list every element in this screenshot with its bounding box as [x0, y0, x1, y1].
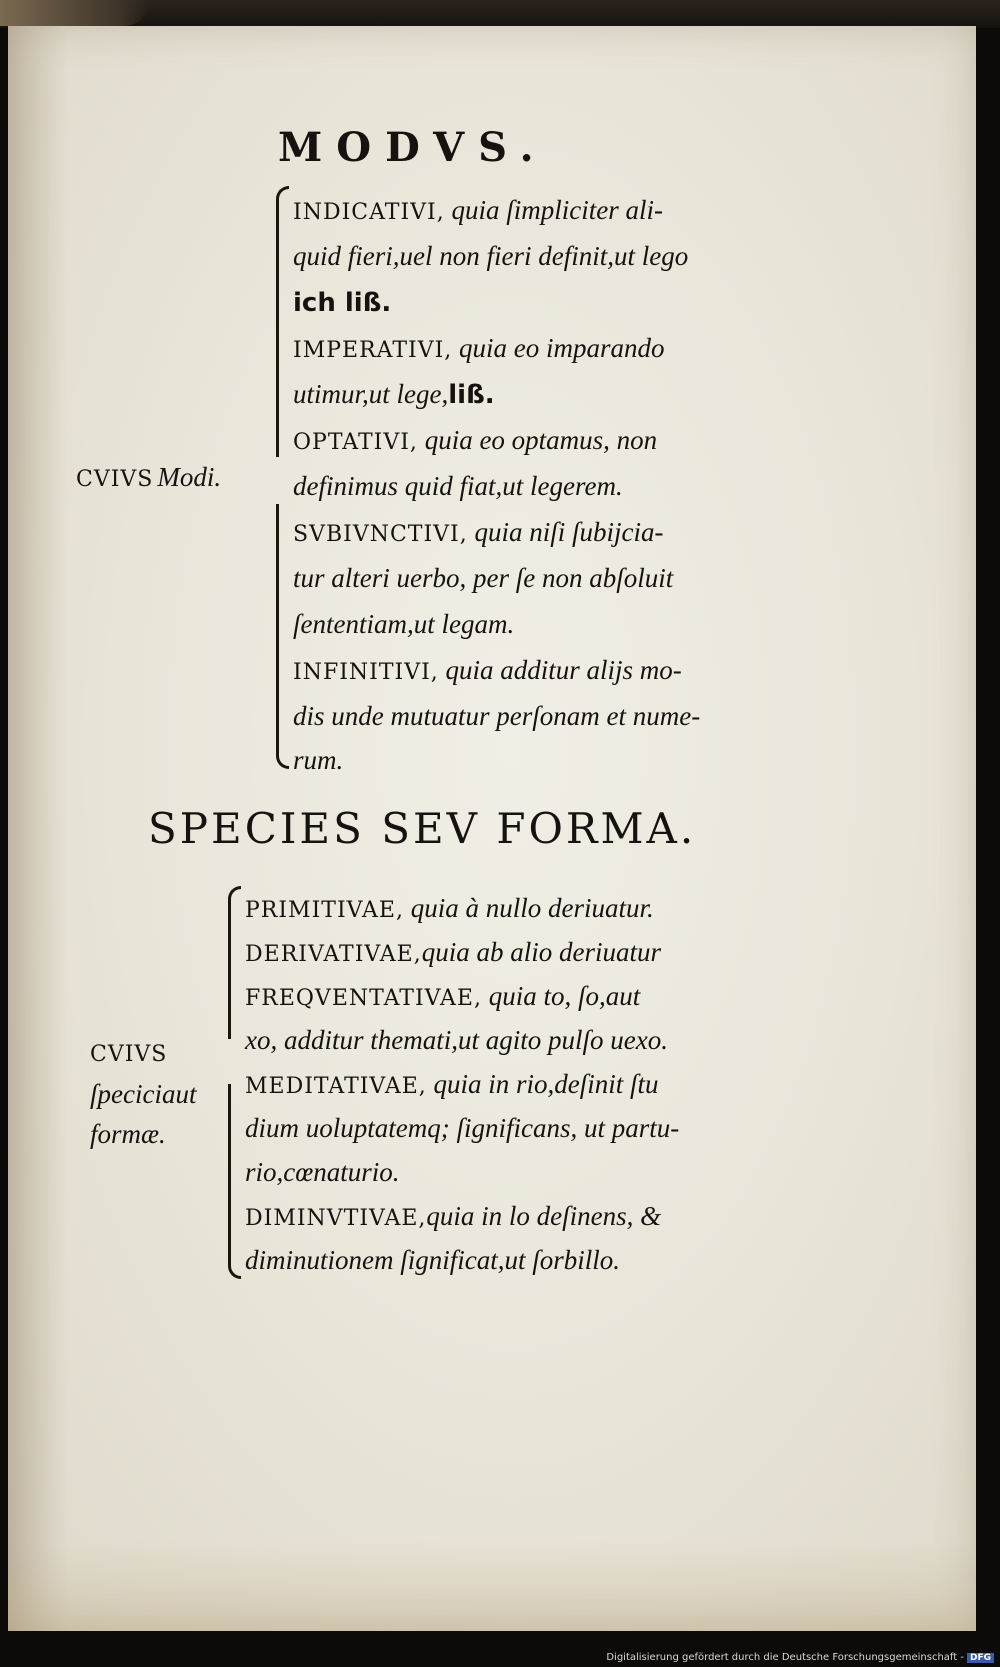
modus-brace-lower — [276, 504, 289, 769]
species-heading: SPECIES SEV FORMA. — [148, 804, 697, 853]
species-side-line2: ſpeciciaut — [90, 1079, 197, 1109]
modus-entry-line: definimus quid fiat,ut legerem. — [293, 471, 623, 501]
species-side-caps: CVIVS — [90, 1042, 168, 1067]
species-side-line3: formæ. — [90, 1119, 166, 1149]
species-side-label — [90, 1036, 196, 1154]
species-entry-line: DIMINVTIVAE,quia in lo deſinens, & — [245, 1201, 662, 1231]
modus-side-label — [76, 462, 221, 493]
modus-entry-line: OPTATIVI, quia eo optamus, non — [293, 425, 658, 455]
modus-brace-upper — [276, 186, 289, 457]
dfg-logo: DFG — [967, 1653, 994, 1663]
species-brace-lower — [228, 1084, 241, 1279]
modus-entry-line: ich liß. — [293, 288, 392, 318]
modus-side-rest: Modi. — [157, 462, 222, 492]
book-corner — [0, 0, 150, 26]
modus-entry-line: ſententiam,ut legam. — [293, 609, 515, 639]
species-entry-line: PRIMITIVAE, quia à nullo deriuatur. — [245, 893, 654, 923]
species-entry-line: dium uoluptatemq; ſignificans, ut partu- — [245, 1113, 680, 1143]
species-entry-line: diminutionem ſignificat,ut ſorbillo. — [245, 1245, 620, 1275]
species-brace-upper — [228, 886, 241, 1039]
modus-entry-line: INDICATIVI, quia ſimpliciter ali- — [293, 195, 663, 225]
modus-entry-line: utimur,ut lege,liß. — [293, 379, 495, 410]
digitization-credit — [606, 1652, 994, 1663]
modus-entry-line: rum. — [293, 745, 344, 775]
modus-entry-line: SVBIVNCTIVI, quia niſi ſubijcia- — [293, 517, 664, 547]
species-entry-line: rio,cœnaturio. — [245, 1157, 400, 1187]
modus-entry-line: INFINITIVI, quia additur alijs mo- — [293, 655, 682, 685]
species-entry-line: MEDITATIVAE, quia in rio,deſinit ſtu — [245, 1069, 659, 1099]
species-entry-line: xo, additur themati,ut agito pulſo uexo. — [245, 1025, 668, 1055]
book-page — [8, 26, 976, 1631]
species-entry-line: FREQVENTATIVAE, quia to, ſo,aut — [245, 981, 641, 1011]
modus-entry-line: IMPERATIVI, quia eo imparando — [293, 333, 665, 363]
species-entry-line: DERIVATIVAE,quia ab alio deriuatur — [245, 937, 661, 967]
modus-entry-line: tur alteri uerbo, per ſe non abſoluit — [293, 563, 674, 593]
scan-top-edge — [0, 0, 1000, 28]
modus-entry-line: dis unde mutuatur perſonam et nume- — [293, 701, 701, 731]
credit-text: Digitalisierung gefördert durch die Deutsche Forschungsgemeinschaft - — [606, 1652, 964, 1663]
modus-entry-line: quid fieri,uel non fieri definit,ut lego — [293, 241, 689, 271]
modus-side-caps: CVIVS — [76, 467, 154, 492]
modus-heading: MODVS. — [278, 124, 548, 171]
